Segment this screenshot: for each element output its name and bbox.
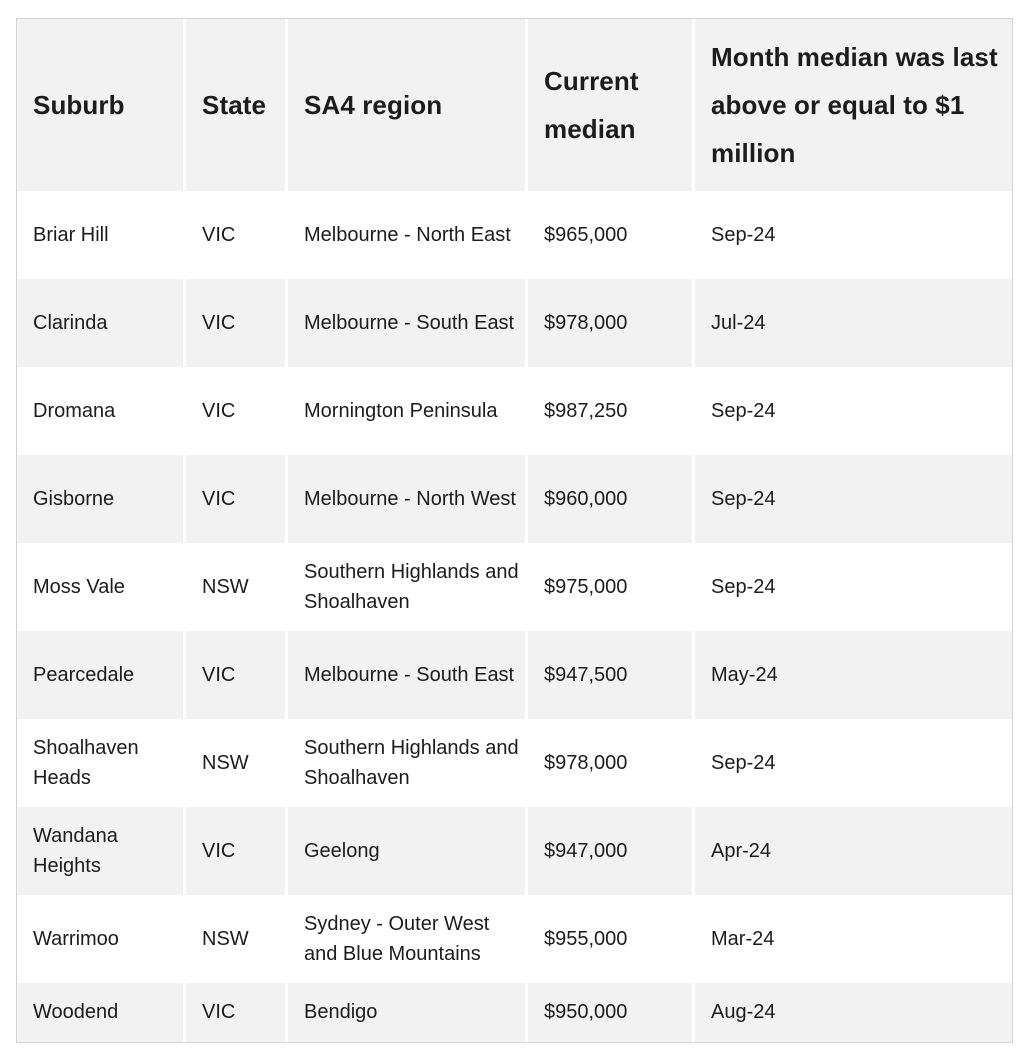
header-suburb: Suburb — [17, 19, 186, 191]
cell-state: VIC — [186, 631, 288, 719]
cell-median: $960,000 — [528, 455, 695, 543]
cell-state: VIC — [186, 279, 288, 367]
table-row — [17, 279, 1012, 367]
header-month-last-above-1m: Month median was last above or equal to $1 million — [695, 19, 1012, 191]
table-row — [17, 543, 1012, 631]
cell-median: $947,500 — [528, 631, 695, 719]
cell-month: Sep-24 — [695, 191, 1012, 279]
table-header-row — [17, 19, 1012, 191]
cell-median: $978,000 — [528, 279, 695, 367]
cell-month: Jul-24 — [695, 279, 1012, 367]
cell-suburb: Moss Vale — [17, 543, 186, 631]
cell-month: Sep-24 — [695, 543, 1012, 631]
table-row — [17, 367, 1012, 455]
table-row — [17, 719, 1012, 807]
table-frame — [16, 18, 1013, 1043]
cell-suburb: Shoalhaven Heads — [17, 719, 186, 807]
cell-month: Aug-24 — [695, 983, 1012, 1043]
cell-region: Melbourne - South East — [288, 631, 528, 719]
header-current-median: Current median — [528, 19, 695, 191]
cell-region: Southern Highlands and Shoalhaven — [288, 719, 528, 807]
cell-month: Sep-24 — [695, 367, 1012, 455]
table-row — [17, 807, 1012, 895]
cell-month: Apr-24 — [695, 807, 1012, 895]
cell-median: $978,000 — [528, 719, 695, 807]
cell-suburb: Wandana Heights — [17, 807, 186, 895]
cell-month: Sep-24 — [695, 455, 1012, 543]
cell-region: Melbourne - North West — [288, 455, 528, 543]
cell-region: Sydney - Outer West and Blue Mountains — [288, 895, 528, 983]
cell-suburb: Briar Hill — [17, 191, 186, 279]
cell-region: Bendigo — [288, 983, 528, 1043]
cell-state: VIC — [186, 191, 288, 279]
cell-median: $947,000 — [528, 807, 695, 895]
cell-month: May-24 — [695, 631, 1012, 719]
cell-suburb: Clarinda — [17, 279, 186, 367]
table-row — [17, 631, 1012, 719]
cell-region: Mornington Peninsula — [288, 367, 528, 455]
table-row — [17, 983, 1012, 1043]
cell-median: $987,250 — [528, 367, 695, 455]
table-row — [17, 455, 1012, 543]
cell-suburb: Pearcedale — [17, 631, 186, 719]
suburb-median-table — [17, 19, 1012, 1043]
cell-region: Melbourne - South East — [288, 279, 528, 367]
cell-state: VIC — [186, 455, 288, 543]
cell-median: $975,000 — [528, 543, 695, 631]
cell-state: VIC — [186, 367, 288, 455]
header-sa4-region: SA4 region — [288, 19, 528, 191]
table-row — [17, 895, 1012, 983]
cell-state: VIC — [186, 983, 288, 1043]
cell-state: NSW — [186, 543, 288, 631]
cell-region: Geelong — [288, 807, 528, 895]
cell-suburb: Warrimoo — [17, 895, 186, 983]
cell-region: Melbourne - North East — [288, 191, 528, 279]
cell-month: Sep-24 — [695, 719, 1012, 807]
cell-region: Southern Highlands and Shoalhaven — [288, 543, 528, 631]
cell-suburb: Woodend — [17, 983, 186, 1043]
cell-state: VIC — [186, 807, 288, 895]
header-state: State — [186, 19, 288, 191]
cell-median: $950,000 — [528, 983, 695, 1043]
cell-state: NSW — [186, 719, 288, 807]
cell-median: $955,000 — [528, 895, 695, 983]
cell-state: NSW — [186, 895, 288, 983]
cell-month: Mar-24 — [695, 895, 1012, 983]
cell-suburb: Dromana — [17, 367, 186, 455]
cell-median: $965,000 — [528, 191, 695, 279]
table-row — [17, 191, 1012, 279]
cell-suburb: Gisborne — [17, 455, 186, 543]
